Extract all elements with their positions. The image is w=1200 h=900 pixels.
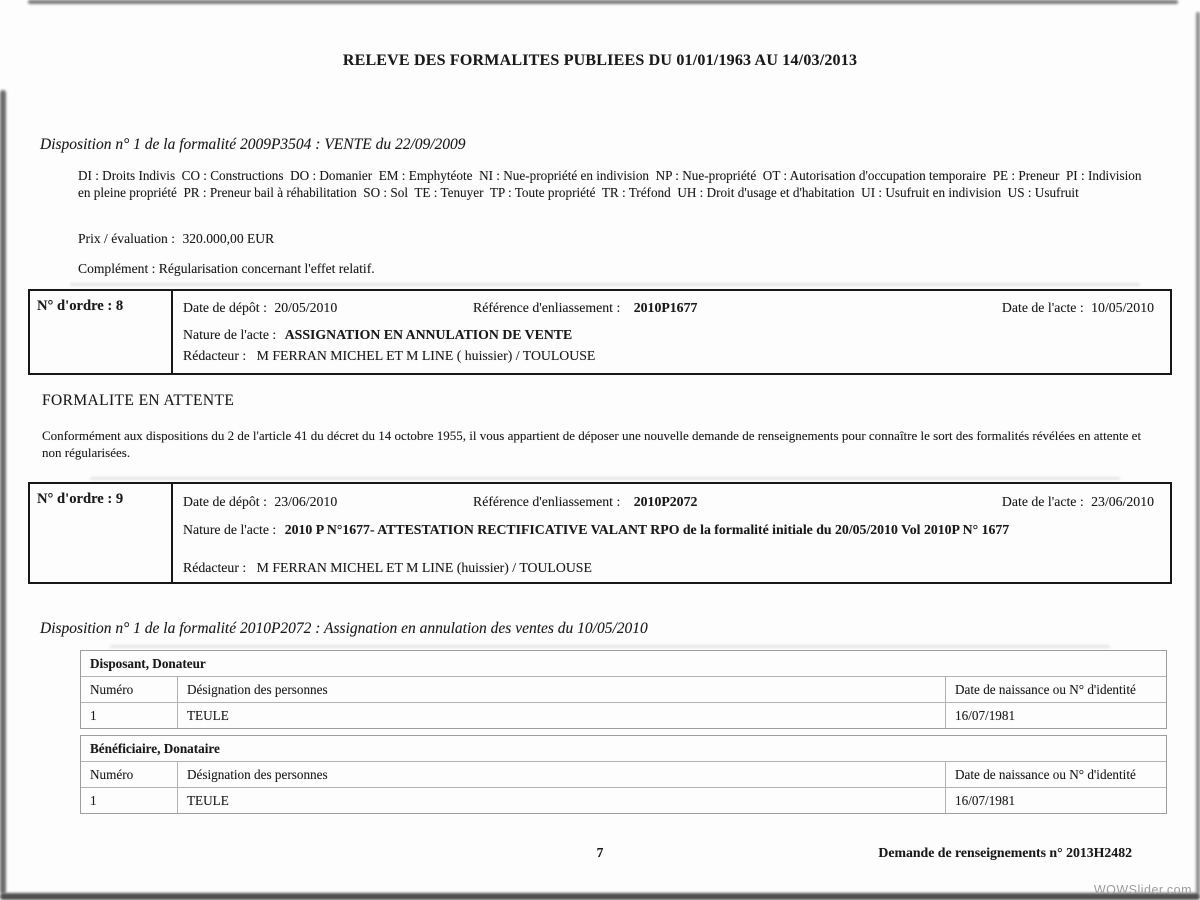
- acte-nature-value: 2010 P N°1677- ATTESTATION RECTIFICATIVE VALANT RPO de la formalité initiale du 20/05/2010 Vol 2010P N° 1677: [284, 522, 1010, 537]
- table-row: [81, 703, 1166, 728]
- table-header-row: [81, 677, 1166, 703]
- formalite-en-attente-paragraph: Conformément aux dispositions du 2 de l'article 41 du décret du 14 octobre 1955, il vous appartient de déposer une nouvelle demande de renseignements pour connaître le sort des formalités révélées en attente et non régularisées.: [42, 428, 1142, 460]
- redacteur-label: Rédacteur :: [183, 560, 247, 575]
- cell-designation: TEULE: [177, 703, 945, 728]
- column-header-designation: Désignation des personnes: [177, 762, 945, 787]
- persons-table: [80, 650, 1167, 814]
- column-header-naissance: Date de naissance ou N° d'identité: [945, 677, 1166, 702]
- wowslider-watermark: WOWSlider.com: [1093, 883, 1192, 897]
- request-reference: Demande de renseignements n° 2013H2482: [878, 845, 1132, 860]
- disposition-1-heading: Disposition n° 1 de la formalité 2009P3504 : VENTE du 22/09/2009: [40, 136, 466, 153]
- scan-edge-top: [28, 0, 1178, 4]
- enliassement-ref-value: 2010P2072: [633, 494, 698, 509]
- page-number: 7: [596, 845, 604, 860]
- enliassement-ref-label: Référence d'enliassement :: [473, 494, 621, 509]
- price-line: [78, 231, 274, 247]
- scan-edge-right: [1196, 12, 1200, 894]
- acte-date-line: [1002, 494, 1154, 510]
- cell-numero: 1: [90, 793, 97, 808]
- deposit-date-value: 23/06/2010: [274, 494, 338, 509]
- table-row: [81, 788, 1166, 813]
- deposit-date-label: Date de dépôt :: [183, 494, 267, 509]
- redacteur-line: [183, 348, 595, 364]
- redacteur-line: [183, 560, 592, 576]
- acte-nature-value: ASSIGNATION EN ANNULATION DE VENTE: [284, 327, 573, 342]
- price-value: 320.000,00 EUR: [182, 231, 275, 246]
- scan-edge-left: [0, 90, 6, 894]
- column-header-designation: Désignation des personnes: [177, 677, 945, 702]
- formality-8-box: [28, 289, 1172, 375]
- scan-edge-bottom: [0, 893, 1200, 900]
- formalite-en-attente-heading: FORMALITE EN ATTENTE: [42, 392, 235, 409]
- deposit-date-line: [183, 494, 337, 510]
- deposit-date-line: [183, 300, 337, 316]
- column-header-numero: Numéro: [90, 682, 134, 697]
- redacteur-label: Rédacteur :: [183, 348, 247, 363]
- formality-8-order-number: N° d'ordre : 8: [30, 291, 173, 373]
- acte-date-value: 10/05/2010: [1091, 300, 1154, 315]
- acte-date-line: [1002, 300, 1154, 316]
- enliassement-ref-value: 2010P1677: [633, 300, 698, 315]
- formality-8-details: [173, 291, 1170, 373]
- redacteur-value: M FERRAN MICHEL ET M LINE ( huissier) / TOULOUSE: [256, 348, 596, 363]
- deposit-date-label: Date de dépôt :: [183, 300, 267, 315]
- group-title: Disposant, Donateur: [81, 651, 1166, 677]
- formality-9-details: [173, 484, 1170, 582]
- enliassement-ref-label: Référence d'enliassement :: [473, 300, 621, 315]
- scan-artifact: [110, 645, 1110, 648]
- cell-numero: 1: [90, 708, 97, 723]
- acte-nature-line: [183, 327, 572, 343]
- acte-date-label: Date de l'acte :: [1001, 300, 1084, 315]
- disposant-donateur-group: [80, 650, 1167, 729]
- cell-naissance: 16/07/1981: [945, 703, 1166, 728]
- acte-date-label: Date de l'acte :: [1001, 494, 1084, 509]
- column-header-naissance: Date de naissance ou N° d'identité: [945, 762, 1166, 787]
- cell-naissance: 16/07/1981: [945, 788, 1166, 813]
- abbreviations-legend: DI : Droits Indivis CO : Constructions DO : Domanier EM : Emphytéote NI : Nue-propriété en indivision NP : Nue-propriété OT : Autorisation d'occupation temporaire PE : Preneur PI : Indivision en pleine propriété PR : Preneur bail à réhabilitation SO : Sol TE : Tenuyer TP : Toute propriété TR : Tréfond UH : Droit d'usage et d'habitation UI : Usufruit en indivision US : Usufruit: [78, 168, 1145, 200]
- scan-artifact: [70, 283, 1140, 286]
- group-title: Bénéficiaire, Donataire: [81, 736, 1166, 762]
- scan-artifact: [90, 477, 1120, 480]
- acte-nature-label: Nature de l'acte :: [183, 327, 277, 342]
- formality-9-box: [28, 482, 1172, 584]
- acte-nature-label: Nature de l'acte :: [183, 522, 277, 537]
- price-label: Prix / évaluation :: [78, 231, 176, 246]
- table-header-row: [81, 762, 1166, 788]
- complement-line: Complément : Régularisation concernant l'effet relatif.: [78, 261, 375, 276]
- disposition-2-heading: Disposition n° 1 de la formalité 2010P2072 : Assignation en annulation des ventes du 10/05/2010: [40, 620, 648, 637]
- acte-nature-line: [183, 520, 1200, 540]
- document-title: RELEVE DES FORMALITES PUBLIEES DU 01/01/1963 AU 14/03/2013: [342, 52, 858, 69]
- cell-designation: TEULE: [177, 788, 945, 813]
- formality-9-order-number: N° d'ordre : 9: [30, 484, 173, 582]
- beneficiaire-donataire-group: [80, 735, 1167, 814]
- redacteur-value: M FERRAN MICHEL ET M LINE (huissier) / TOULOUSE: [256, 560, 592, 575]
- deposit-date-value: 20/05/2010: [274, 300, 338, 315]
- column-header-numero: Numéro: [90, 767, 134, 782]
- enliassement-ref-line: [473, 494, 697, 510]
- acte-date-value: 23/06/2010: [1091, 494, 1154, 509]
- enliassement-ref-line: [473, 300, 697, 316]
